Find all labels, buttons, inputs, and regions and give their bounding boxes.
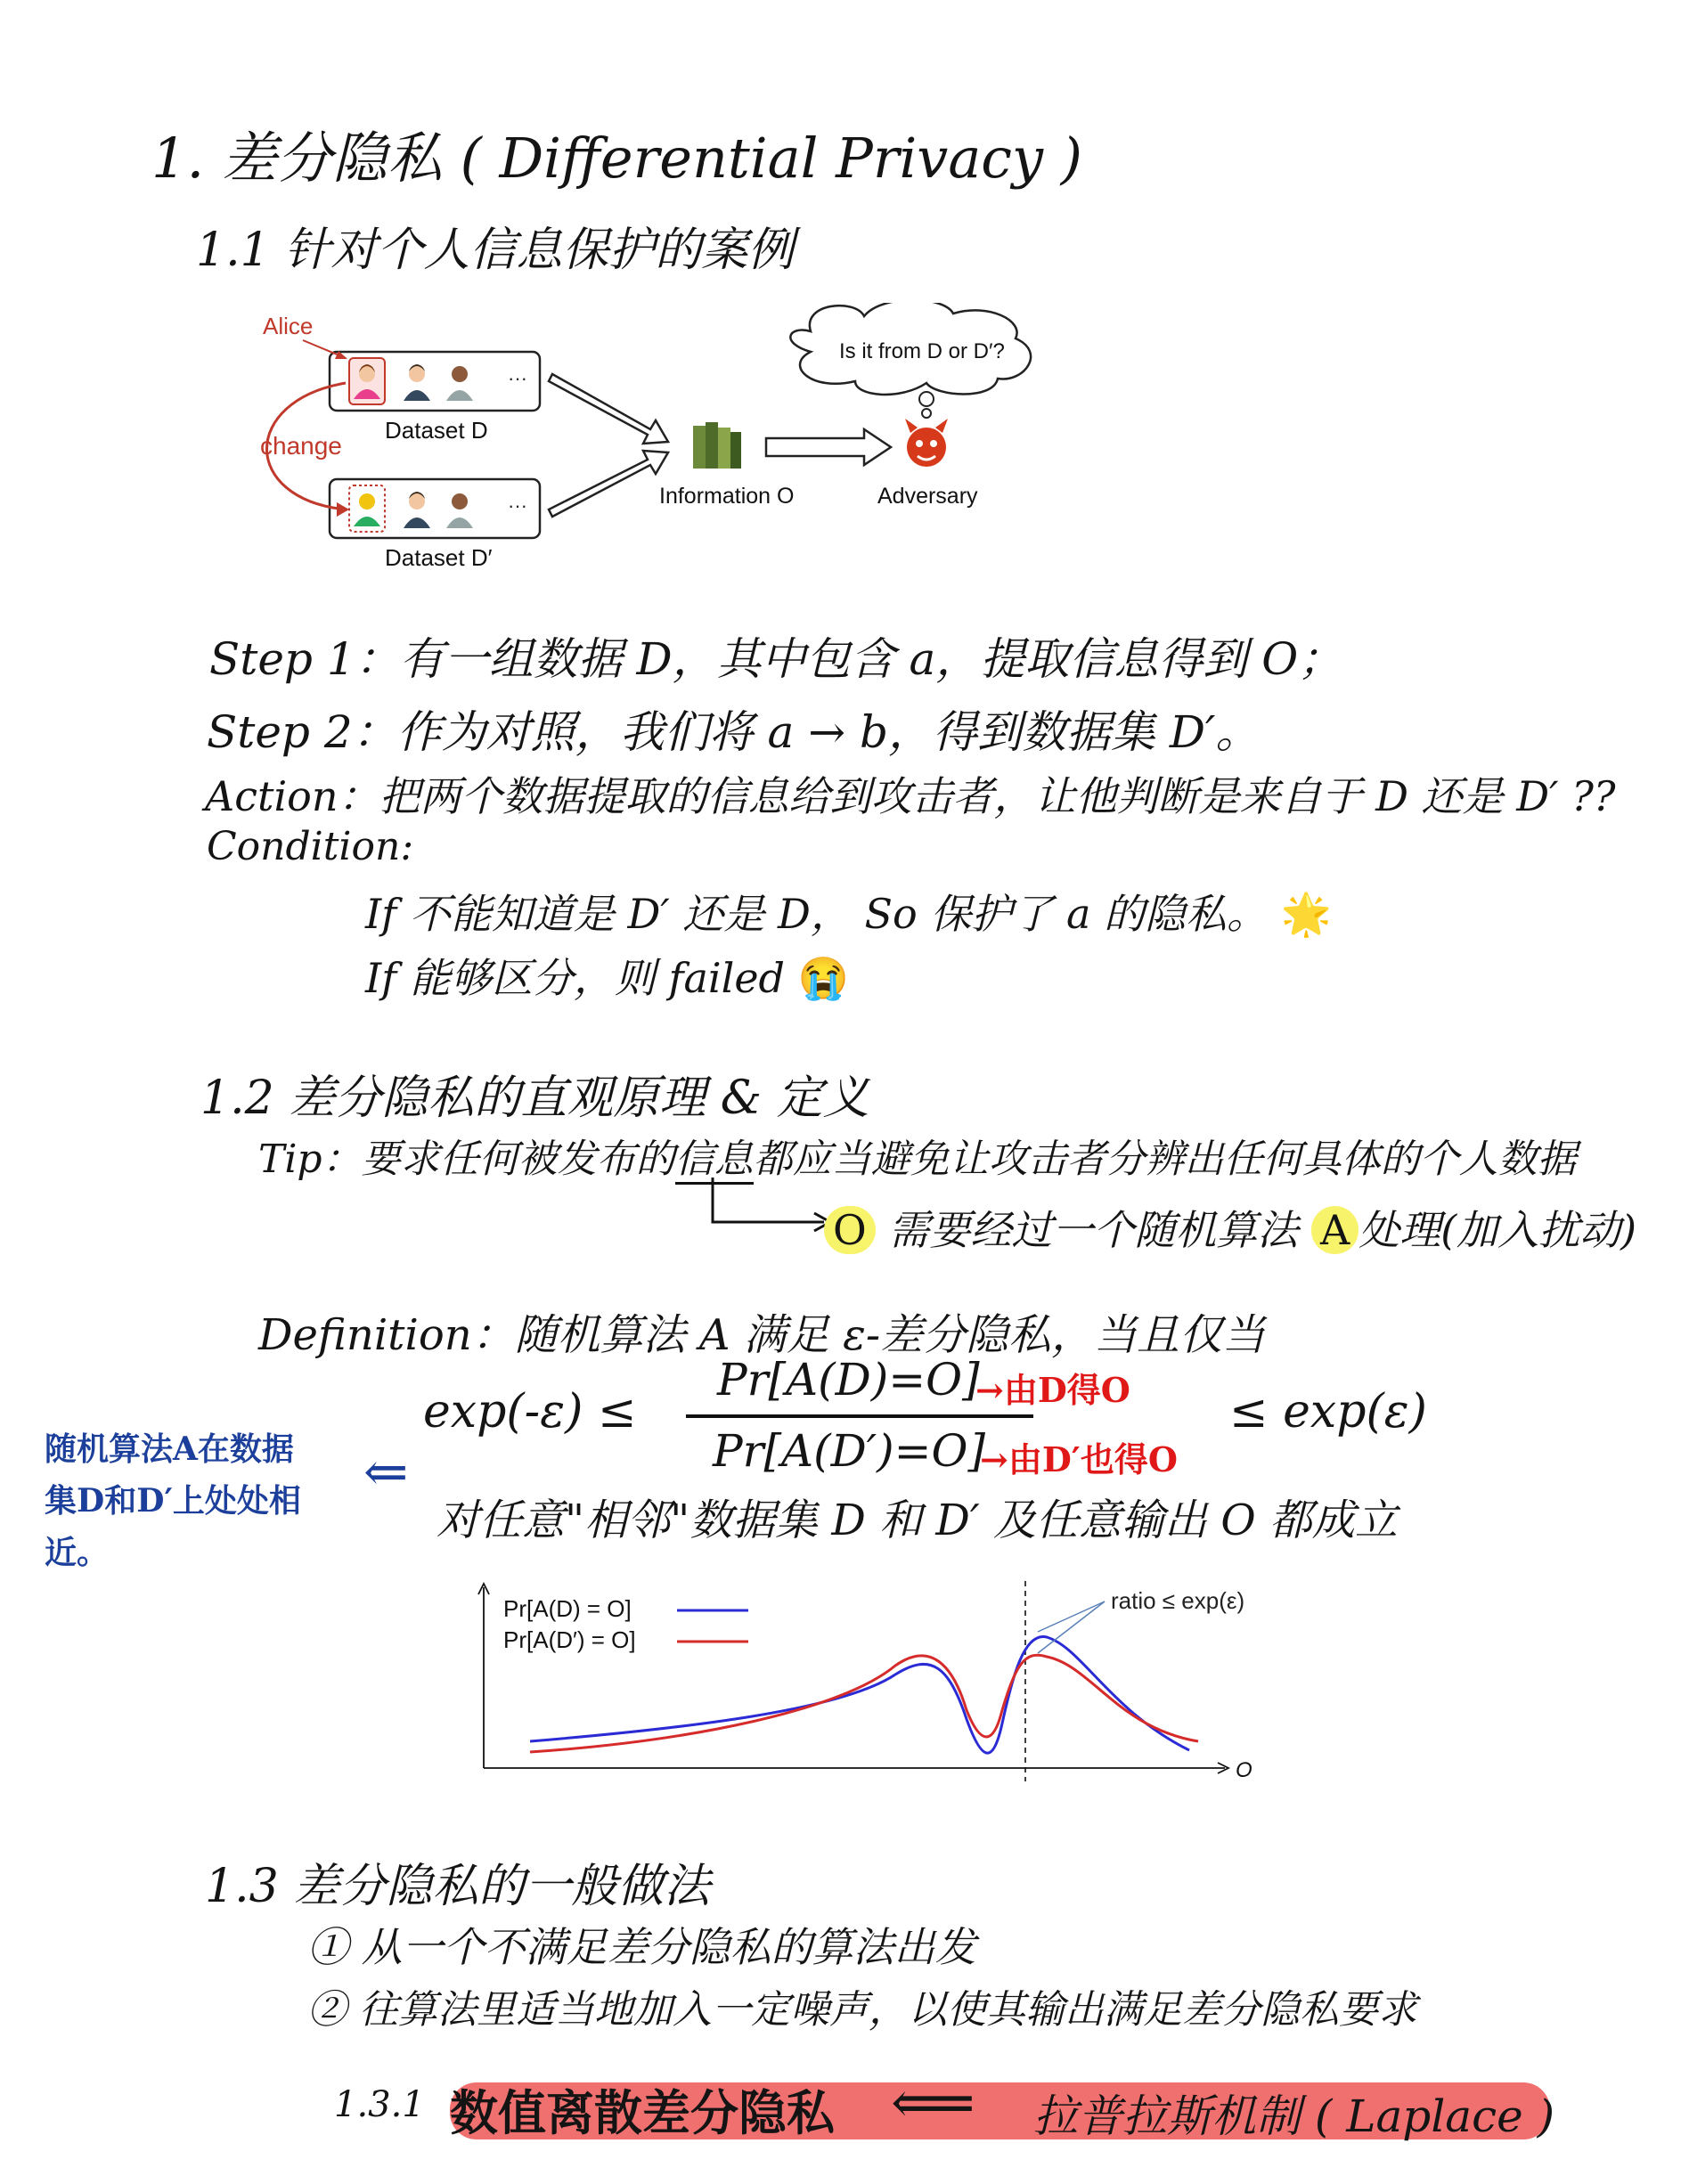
change-label: change <box>260 432 342 460</box>
elbow-arrow <box>704 1176 837 1238</box>
devil-icon <box>905 419 948 467</box>
privacy-diagram <box>241 303 1078 570</box>
arrow-line-text <box>824 1198 1636 1257</box>
arrow-line-mid: 需要经过一个随机算法 <box>888 1206 1299 1254</box>
numerator-note: →由D得O <box>975 1370 1130 1410</box>
highlight-o: O <box>824 1206 876 1254</box>
side-arrow-icon: ⇐ <box>363 1441 409 1504</box>
tip-prefix: Tip：要求任何被发布的 <box>258 1137 675 1182</box>
section-1-3-heading: 1.3 差分隐私的一般做法 <box>205 1860 711 1913</box>
books-icon <box>693 422 741 469</box>
curve-d <box>530 1636 1189 1753</box>
item-1-text: ① 从一个不满足差分隐私的算法出发 <box>307 1923 976 1971</box>
dots-text: ··· <box>508 494 527 517</box>
star-icon: 🌟 <box>1280 890 1332 938</box>
definition-text: Definition：随机算法 A 满足 ε-差分隐私，当且仅当 <box>258 1310 1266 1360</box>
side-note-line: 近。 <box>45 1534 110 1571</box>
tip-suffix: 都应当避免让攻击者分辨出任何具体的个人数据 <box>753 1137 1577 1182</box>
fraction-line <box>686 1414 1033 1418</box>
exp-left: exp(-ε) ≤ <box>423 1385 637 1438</box>
adversary-label: Adversary <box>877 484 978 509</box>
side-note-line: 随机算法A在数据 <box>45 1430 294 1468</box>
probability-chart <box>468 1577 1296 1790</box>
dots-text: ··· <box>508 367 527 389</box>
action-text: Action：把两个数据提取的信息给到攻击者，让他判断是来自于 D 还是 D′ ?? <box>205 772 1616 820</box>
page-title: 1. 差分隐私 ( Differential Privacy ) <box>151 126 1082 191</box>
denominator: Pr[A(D′)=O] <box>713 1425 986 1477</box>
dataset-d-label: Dataset D <box>385 417 488 444</box>
arrow-icon <box>549 374 668 517</box>
x-axis-label: O <box>1236 1758 1252 1782</box>
arrow-icon <box>766 429 891 465</box>
for-all-text: 对任意"相邻"数据集 D 和 D′ 及任意输出 O 都成立 <box>437 1495 1398 1545</box>
arrow-line-end: 处理(加入扰动) <box>1359 1206 1637 1254</box>
if-1-text <box>365 882 1332 941</box>
step-2-text: Step 2：作为对照，我们将 a → b，得到数据集 D′。 <box>207 706 1261 758</box>
side-note <box>45 1423 301 1578</box>
dataset-d2-label: Dataset D′ <box>385 544 493 570</box>
tip-underlined-word: 信息 <box>675 1137 754 1185</box>
highlight-a: A <box>1311 1206 1359 1254</box>
step-1-text: Step 1：有一组数据 D，其中包含 a，提取信息得到 O； <box>209 633 1343 685</box>
condition-label: Condition: <box>207 824 414 869</box>
numerator: Pr[A(D)=O] <box>717 1354 980 1406</box>
double-arrow-icon: ⟸ <box>891 2068 975 2137</box>
information-label: Information O <box>659 484 795 509</box>
laplace-mechanism: 拉普拉斯机制 ( Laplace ) <box>1033 2090 1555 2142</box>
alice-label: Alice <box>263 313 314 339</box>
ratio-label: ratio ≤ exp(ε) <box>1111 1587 1245 1614</box>
subsection-title: 数值离散差分隐私 <box>450 2084 835 2141</box>
exp-right: ≤ exp(ε) <box>1229 1385 1427 1438</box>
item-2-text: ② 往算法里适当地加入一定噪声，以使其输出满足差分隐私要求 <box>307 1987 1417 2033</box>
bob-icon <box>349 485 385 532</box>
if-2-text <box>365 946 849 1005</box>
if-2-content: If 能够区分，则 failed <box>365 954 785 1002</box>
thought-text: Is it from D or D′? <box>839 339 1005 363</box>
if-1-content: If 不能知道是 D′ 还是 D， So 保护了 a 的隐私。 <box>365 890 1269 938</box>
alice-icon <box>349 358 385 404</box>
section-1-1-heading: 1.1 针对个人信息保护的案例 <box>196 224 795 277</box>
subsection-number: 1.3.1 <box>334 2084 425 2125</box>
curve-d2 <box>530 1655 1198 1752</box>
side-note-line: 集D和D′上处处相 <box>45 1482 301 1520</box>
legend-d2: Pr[A(D′) = O] <box>503 1626 636 1653</box>
section-1-2-heading: 1.2 差分隐私的直观原理 & 定义 <box>200 1072 869 1125</box>
legend-d: Pr[A(D) = O] <box>503 1595 632 1622</box>
crying-face-icon: 😭 <box>797 954 849 1002</box>
tip-text <box>258 1127 1577 1184</box>
denominator-note: →由D′也得O <box>980 1439 1178 1479</box>
